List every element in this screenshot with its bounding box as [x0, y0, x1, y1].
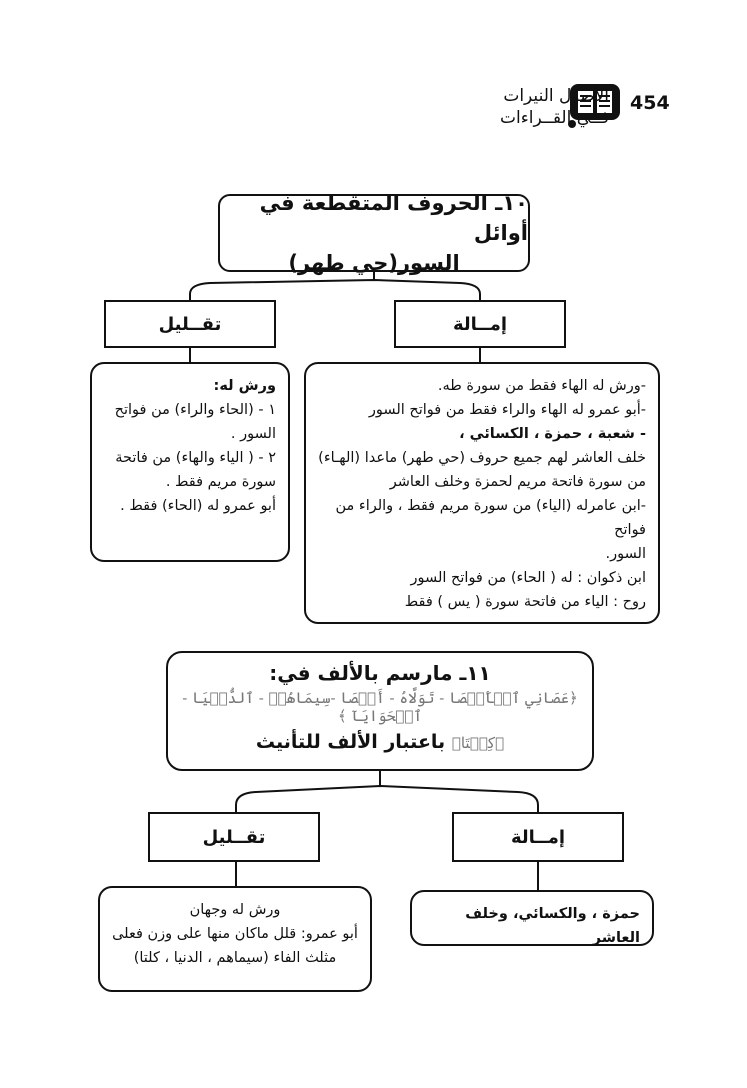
imala-line: -أبو عمرو له الهاء والراء فقط من فواتح السور: [368, 402, 646, 418]
section11-imala-heading: [452, 812, 624, 862]
section11-quran-words: ﴿عَصَانِي ٱلۡأَقۡصَا - تَوَلَّاهُ - أَقۡصَا -سِيمَاهُمۡ - ٱلدُّنۡيَا - ٱلۡحَوَايَآ ﴾: [182, 689, 578, 725]
imala-line: روح : الياء من فاتحة سورة ( يس ) فقط: [404, 594, 646, 610]
section10-title-box: [218, 191, 530, 275]
imala-line: - شعبة ، حمزة ، الكسائي ،: [459, 426, 646, 442]
section10-imala-heading: [394, 300, 566, 348]
page-number: 454: [630, 92, 670, 114]
section10-taqlil-label: تقــليل: [158, 313, 222, 335]
taqlil-line: ٢ - ( الياء والهاء) من فاتحة: [115, 450, 276, 466]
imala-line: -ابن عامرله (الياء) من سورة مريم فقط ، والراء من فواتح: [335, 498, 646, 538]
section11-taqlil-content: [98, 886, 372, 992]
imala-line: السور.: [605, 546, 646, 562]
taqlil-line: ورش له وجهان: [189, 902, 281, 918]
section11-imala-label: إمــالة: [510, 826, 566, 848]
section11-title: ١١ـ مارسم بالألف في:: [269, 661, 491, 685]
book-title-line2: فــي القــراءات: [500, 108, 609, 128]
section11-line3-text: باعتبار الألف للتأنيث: [255, 731, 446, 753]
section11-taqlil-label: تقــليل: [202, 826, 266, 848]
imala-line: ابن ذكوان : له ( الحاء) من فواتح السور: [410, 570, 646, 586]
taqlil-line: مثلث الفاء (سيماهم ، الدنيا ، كلتا): [133, 950, 337, 966]
taqlil-line: سورة مريم فقط .: [165, 474, 276, 490]
section10-imala-content: [304, 362, 660, 624]
section10-title-line1: ١٠ـ الحروف المتقطعة في أوائل: [259, 191, 528, 245]
book-title-line1: الأصول النيرات: [503, 86, 609, 106]
section10-imala-label: إمــالة: [452, 313, 508, 335]
section11-taqlil-heading: [148, 812, 320, 862]
section11-quran-word2: ﴿كِلۡتَا﴾: [451, 734, 505, 752]
taqlil-line: أبو عمرو: قلل ماكان منها على وزن فعلى: [112, 926, 358, 942]
taqlil-line: السور .: [230, 426, 276, 442]
imala-line: من سورة فاتحة مريم لحمزة وخلف العاشر: [389, 474, 646, 490]
section10-taqlil-heading: [104, 300, 276, 348]
section10-taqlil-content: [90, 362, 290, 562]
taqlil-line: أبو عمرو له (الحاء) فقط .: [120, 498, 276, 514]
section11-imala-content: [410, 890, 654, 946]
imala-content-line: حمزة ، والكسائي، وخلف العاشر: [465, 906, 640, 946]
taqlil-line: ورش له:: [213, 378, 276, 394]
section10-title-line2: السور(حي طهر): [288, 251, 460, 275]
imala-line: خلف العاشر لهم جميع حروف (حي طهر) ماعدا (الهـاء): [318, 450, 646, 466]
section11-title-box: [166, 651, 594, 771]
taqlil-line: ١ - (الحاء والراء) من فواتح: [114, 402, 276, 418]
imala-line: -ورش له الهاء فقط من سورة طه.: [437, 378, 646, 394]
section11-line3: [168, 731, 592, 753]
